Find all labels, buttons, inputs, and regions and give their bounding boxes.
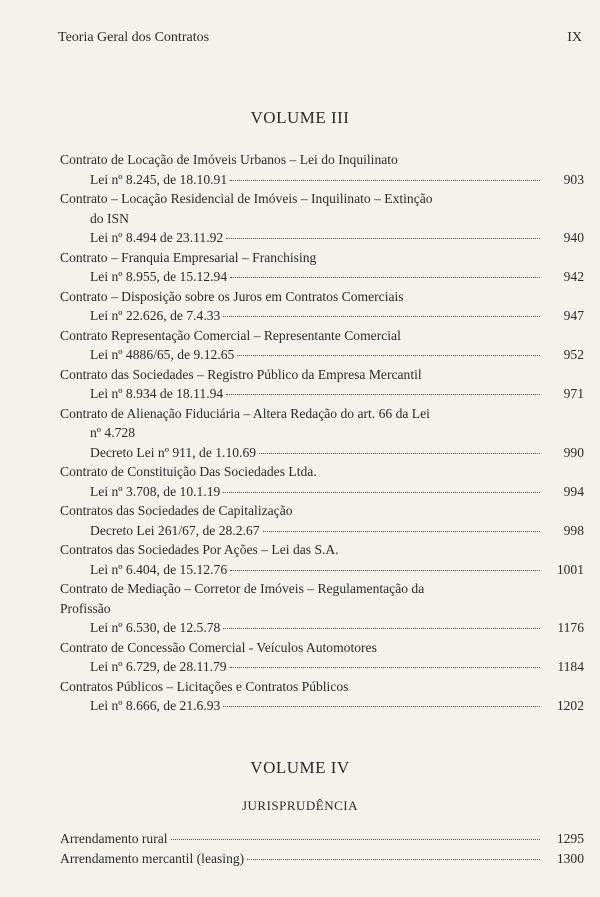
toc-page-number: 1295: [556, 831, 584, 846]
page-number: IX: [567, 30, 582, 45]
toc-entry: [60, 287, 584, 326]
toc-entry: [60, 150, 584, 189]
toc-reference: Lei nº 3.708, de 10.1.19: [90, 483, 221, 499]
toc-ref-line: [60, 345, 584, 365]
toc-ref-line: [60, 170, 584, 190]
toc-reference: Lei nº 8.245, de 18.10.91: [90, 171, 228, 187]
toc-entry-title: Contrato de Mediação – Corretor de Imóveis – Regulamentação da: [60, 581, 425, 596]
toc-entry-title-continued: do ISN: [90, 210, 129, 226]
toc-entry-title: Contratos das Sociedades Por Ações – Lei das S.A.: [60, 542, 339, 557]
toc-entry-title: Contrato – Franquia Empresarial – Franchising: [60, 249, 317, 265]
toc-entry: [60, 189, 584, 248]
toc-entry-title: Contrato Representação Comercial – Representante Comercial: [60, 327, 401, 343]
toc-ref-line: [60, 306, 584, 326]
toc-reference: Arrendamento rural: [60, 831, 168, 846]
toc-entry: [60, 501, 584, 540]
section-title-jurisprudencia: JURISPRUDÊNCIA: [241, 798, 359, 813]
toc-reference: Lei nº 6.729, de 28.11.79: [90, 659, 227, 674]
toc-reference: Lei nº 8.494 de 23.11.92: [90, 230, 224, 245]
toc-reference: Arrendamento mercantil (leasing): [60, 850, 245, 866]
toc-ref-line: [60, 521, 584, 541]
dot-leader: [247, 859, 540, 860]
volume-3-title: VOLUME III: [250, 108, 350, 127]
toc-ref-line: [60, 560, 584, 580]
dot-leader: [230, 180, 540, 181]
toc-ref-line: [60, 849, 584, 869]
toc-entry-title-continued: Profissão: [60, 600, 111, 616]
toc-page-number: 1202: [556, 698, 584, 713]
toc-ref-line: [60, 228, 584, 248]
toc-page-number: 947: [563, 308, 584, 323]
dot-leader: [226, 394, 540, 395]
toc-entry-title: Contrato de Alienação Fiduciária – Altera Redação do art. 66 da Lei: [60, 405, 430, 421]
book-title: Teoria Geral dos Contratos: [58, 30, 210, 45]
toc-page-number: 1184: [557, 659, 584, 674]
toc-page-number: 998: [563, 522, 584, 538]
toc-ref-line: [60, 267, 584, 287]
toc-ref-line: [60, 482, 584, 502]
toc-reference: Lei nº 8.934 de 18.11.94: [90, 386, 224, 401]
toc-page-number: 971: [563, 386, 584, 401]
toc-entry-title: Contrato de Constituição Das Sociedades Ltda.: [60, 464, 317, 479]
toc-entry: [60, 462, 584, 501]
dot-leader: [237, 355, 540, 356]
dot-leader: [230, 667, 540, 668]
volume-3-toc: [60, 150, 584, 716]
toc-reference: Lei nº 8.955, de 15.12.94: [90, 269, 228, 284]
toc-entry: [60, 326, 584, 365]
toc-reference: Lei nº 6.530, de 12.5.78: [90, 620, 221, 635]
toc-page-number: 994: [563, 483, 584, 499]
dot-leader: [230, 277, 540, 278]
dot-leader: [230, 570, 540, 571]
dot-leader: [223, 628, 540, 629]
toc-entry-title: Contratos das Sociedades de Capitalização: [60, 503, 293, 518]
toc-page-number: 1001: [556, 561, 584, 577]
toc-entry-title-continued: nº 4.728: [90, 425, 135, 440]
toc-page-number: 903: [563, 171, 584, 187]
toc-entry: [60, 248, 584, 287]
toc-page-number: 990: [563, 444, 584, 460]
toc-entry: [60, 540, 584, 579]
toc-entry: [60, 638, 584, 677]
toc-entry-title: Contrato de Locação de Imóveis Urbanos – Lei do Inquilinato: [60, 152, 398, 167]
toc-ref-line: [60, 618, 584, 638]
toc-entry-title: Contrato das Sociedades – Registro Público da Empresa Mercantil: [60, 366, 422, 382]
dot-leader: [223, 316, 540, 317]
toc-reference: Lei nº 6.404, de 15.12.76: [90, 561, 228, 577]
toc-ref-line: [60, 829, 584, 849]
dot-leader: [263, 531, 541, 532]
toc-reference: Decreto Lei nº 911, de 1.10.69: [90, 444, 257, 460]
toc-reference: Lei nº 22.626, de 7.4.33: [90, 308, 221, 323]
toc-entry: [60, 404, 584, 463]
dot-leader: [223, 706, 540, 707]
running-header: [58, 30, 582, 46]
dot-leader: [171, 839, 540, 840]
toc-entry-title: Contrato de Concessão Comercial - Veículos Automotores: [60, 639, 377, 655]
toc-entry: [60, 365, 584, 404]
toc-ref-line: [60, 443, 584, 463]
toc-entry: [60, 579, 584, 638]
dot-leader: [226, 238, 540, 239]
toc-page-number: 1176: [557, 620, 584, 635]
toc-ref-line: [60, 384, 584, 404]
volume-4-title: VOLUME IV: [250, 758, 350, 777]
toc-reference: Decreto Lei 261/67, de 28.2.67: [90, 522, 260, 538]
dot-leader: [223, 492, 540, 493]
toc-reference: Lei nº 8.666, de 21.6.93: [90, 698, 221, 713]
toc-entry: [60, 677, 584, 716]
toc-page-number: 940: [563, 230, 584, 245]
toc-ref-line: [60, 696, 584, 716]
toc-page-number: 942: [563, 269, 584, 284]
toc-entry-title: Contrato – Locação Residencial de Imóveis – Inquilinato – Extinção: [60, 191, 433, 206]
toc-page-number: 952: [563, 347, 584, 362]
toc-entry-title: Contrato – Disposição sobre os Juros em Contratos Comerciais: [60, 288, 404, 304]
toc-ref-line: [60, 657, 584, 677]
volume-4-toc: [60, 829, 584, 868]
toc-entry-title: Contratos Públicos – Licitações e Contratos Públicos: [60, 678, 349, 694]
toc-reference: Lei nº 4886/65, de 9.12.65: [90, 347, 235, 362]
dot-leader: [259, 453, 540, 454]
toc-page-number: 1300: [556, 850, 584, 866]
